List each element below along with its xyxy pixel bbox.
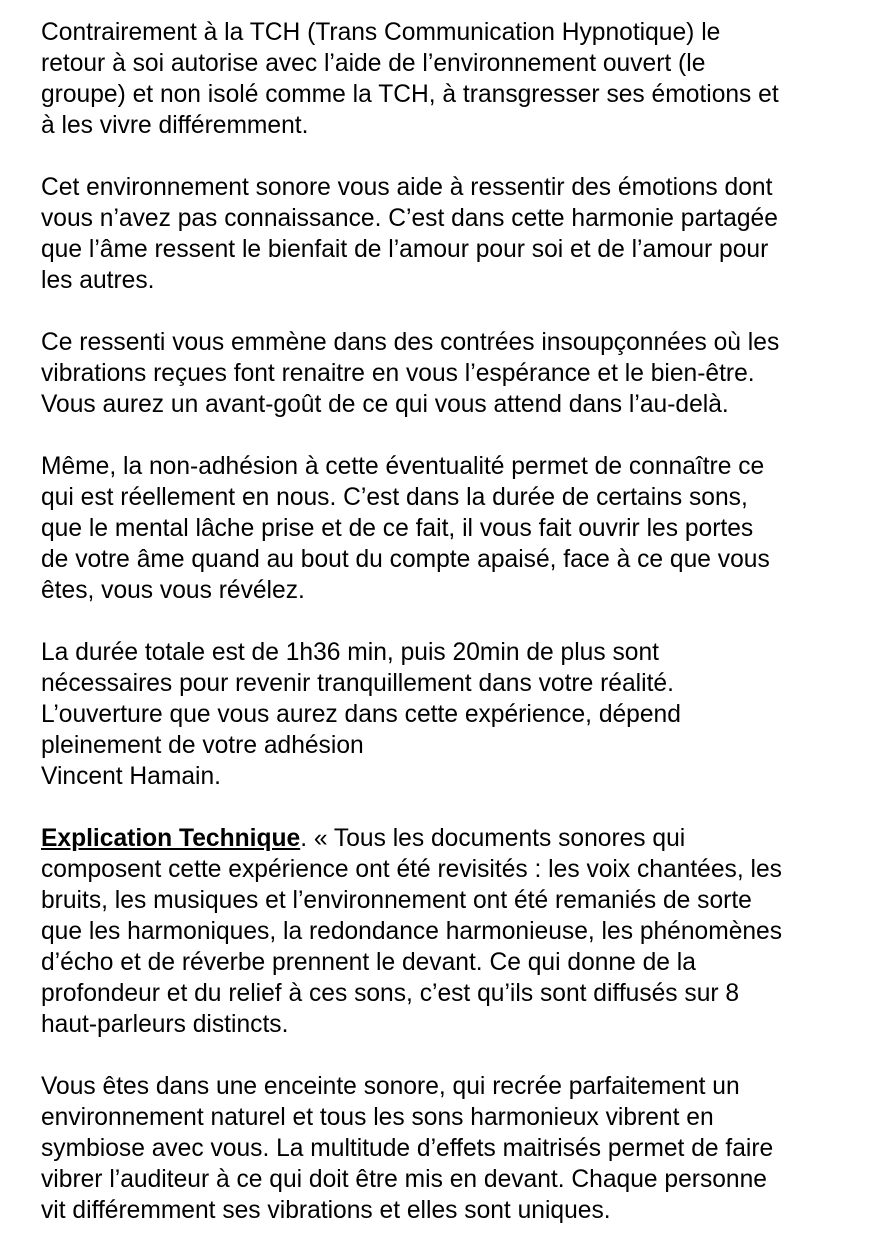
text-line: pleinement de votre adhésion [41, 732, 364, 759]
text-line: qui est réellement en nous. C’est dans la durée de certains sons, [41, 484, 748, 511]
text-line: Vous aurez un avant-goût de ce qui vous attend dans l’au-delà. [41, 391, 729, 418]
text-fragment: . « Tous les documents sonores qui [300, 825, 686, 852]
paragraph-ressenti [41, 327, 871, 420]
text-line: groupe) et non isolé comme la TCH, à transgresser ses émotions et [41, 81, 779, 108]
text-line: vit différemment ses vibrations et elles sont uniques. [41, 1197, 611, 1224]
text-line: que l’âme ressent le bienfait de l’amour pour soi et de l’amour pour [41, 236, 769, 263]
text-line: êtes, vous vous révélez. [41, 577, 305, 604]
text-line: Vous êtes dans une enceinte sonore, qui recrée parfaitement un [41, 1073, 740, 1100]
text-line: haut-parleurs distincts. [41, 1011, 289, 1038]
text-line: symbiose avec vous. La multitude d’effets maitrisés permet de faire [41, 1135, 774, 1162]
paragraph-enceinte-sonore [41, 1071, 871, 1226]
text-line: d’écho et de réverbe prennent le devant. Ce qui donne de la [41, 949, 696, 976]
document-page [41, 17, 871, 1257]
text-line: L’ouverture que vous aurez dans cette expérience, dépend [41, 701, 681, 728]
text-line: bruits, les musiques et l’environnement ont été remaniés de sorte [41, 887, 752, 914]
paragraph-tch [41, 17, 871, 141]
text-line: Contrairement à la TCH (Trans Communication Hypnotique) le [41, 19, 721, 46]
paragraph-explication-technique [41, 823, 871, 1040]
text-line: vibrations reçues font renaitre en vous l’espérance et le bien-être. [41, 360, 755, 387]
text-line: Même, la non-adhésion à cette éventualité permet de connaître ce [41, 453, 765, 480]
text-line: que le mental lâche prise et de ce fait, il vous fait ouvrir les portes [41, 515, 754, 542]
text-line: vibrer l’auditeur à ce qui doit être mis en devant. Chaque personne [41, 1166, 767, 1193]
paragraph-environnement-sonore [41, 172, 871, 296]
text-line: de votre âme quand au bout du compte apaisé, face à ce que vous [41, 546, 770, 573]
section-heading: Explication Technique [41, 825, 301, 852]
text-line: environnement naturel et tous les sons harmonieux vibrent en [41, 1104, 714, 1131]
paragraph-duree [41, 637, 871, 792]
text-line [41, 823, 871, 854]
text-line: profondeur et du relief à ces sons, c’est qu’ils sont diffusés sur 8 [41, 980, 740, 1007]
text-line: La durée totale est de 1h36 min, puis 20min de plus sont [41, 639, 659, 666]
text-line: nécessaires pour revenir tranquillement dans votre réalité. [41, 670, 674, 697]
paragraph-non-adhesion [41, 451, 871, 606]
text-line: que les harmoniques, la redondance harmonieuse, les phénomènes [41, 918, 783, 945]
text-line: les autres. [41, 267, 155, 294]
text-line: vous n’avez pas connaissance. C’est dans cette harmonie partagée [41, 205, 778, 232]
text-line: à les vivre différemment. [41, 112, 309, 139]
text-line: retour à soi autorise avec l’aide de l’environnement ouvert (le [41, 50, 706, 77]
author-signature: Vincent Hamain. [41, 763, 221, 790]
text-line: Ce ressenti vous emmène dans des contrées insoupçonnées où les [41, 329, 780, 356]
text-line: Cet environnement sonore vous aide à ressentir des émotions dont [41, 174, 773, 201]
text-line: composent cette expérience ont été revisités : les voix chantées, les [41, 856, 782, 883]
